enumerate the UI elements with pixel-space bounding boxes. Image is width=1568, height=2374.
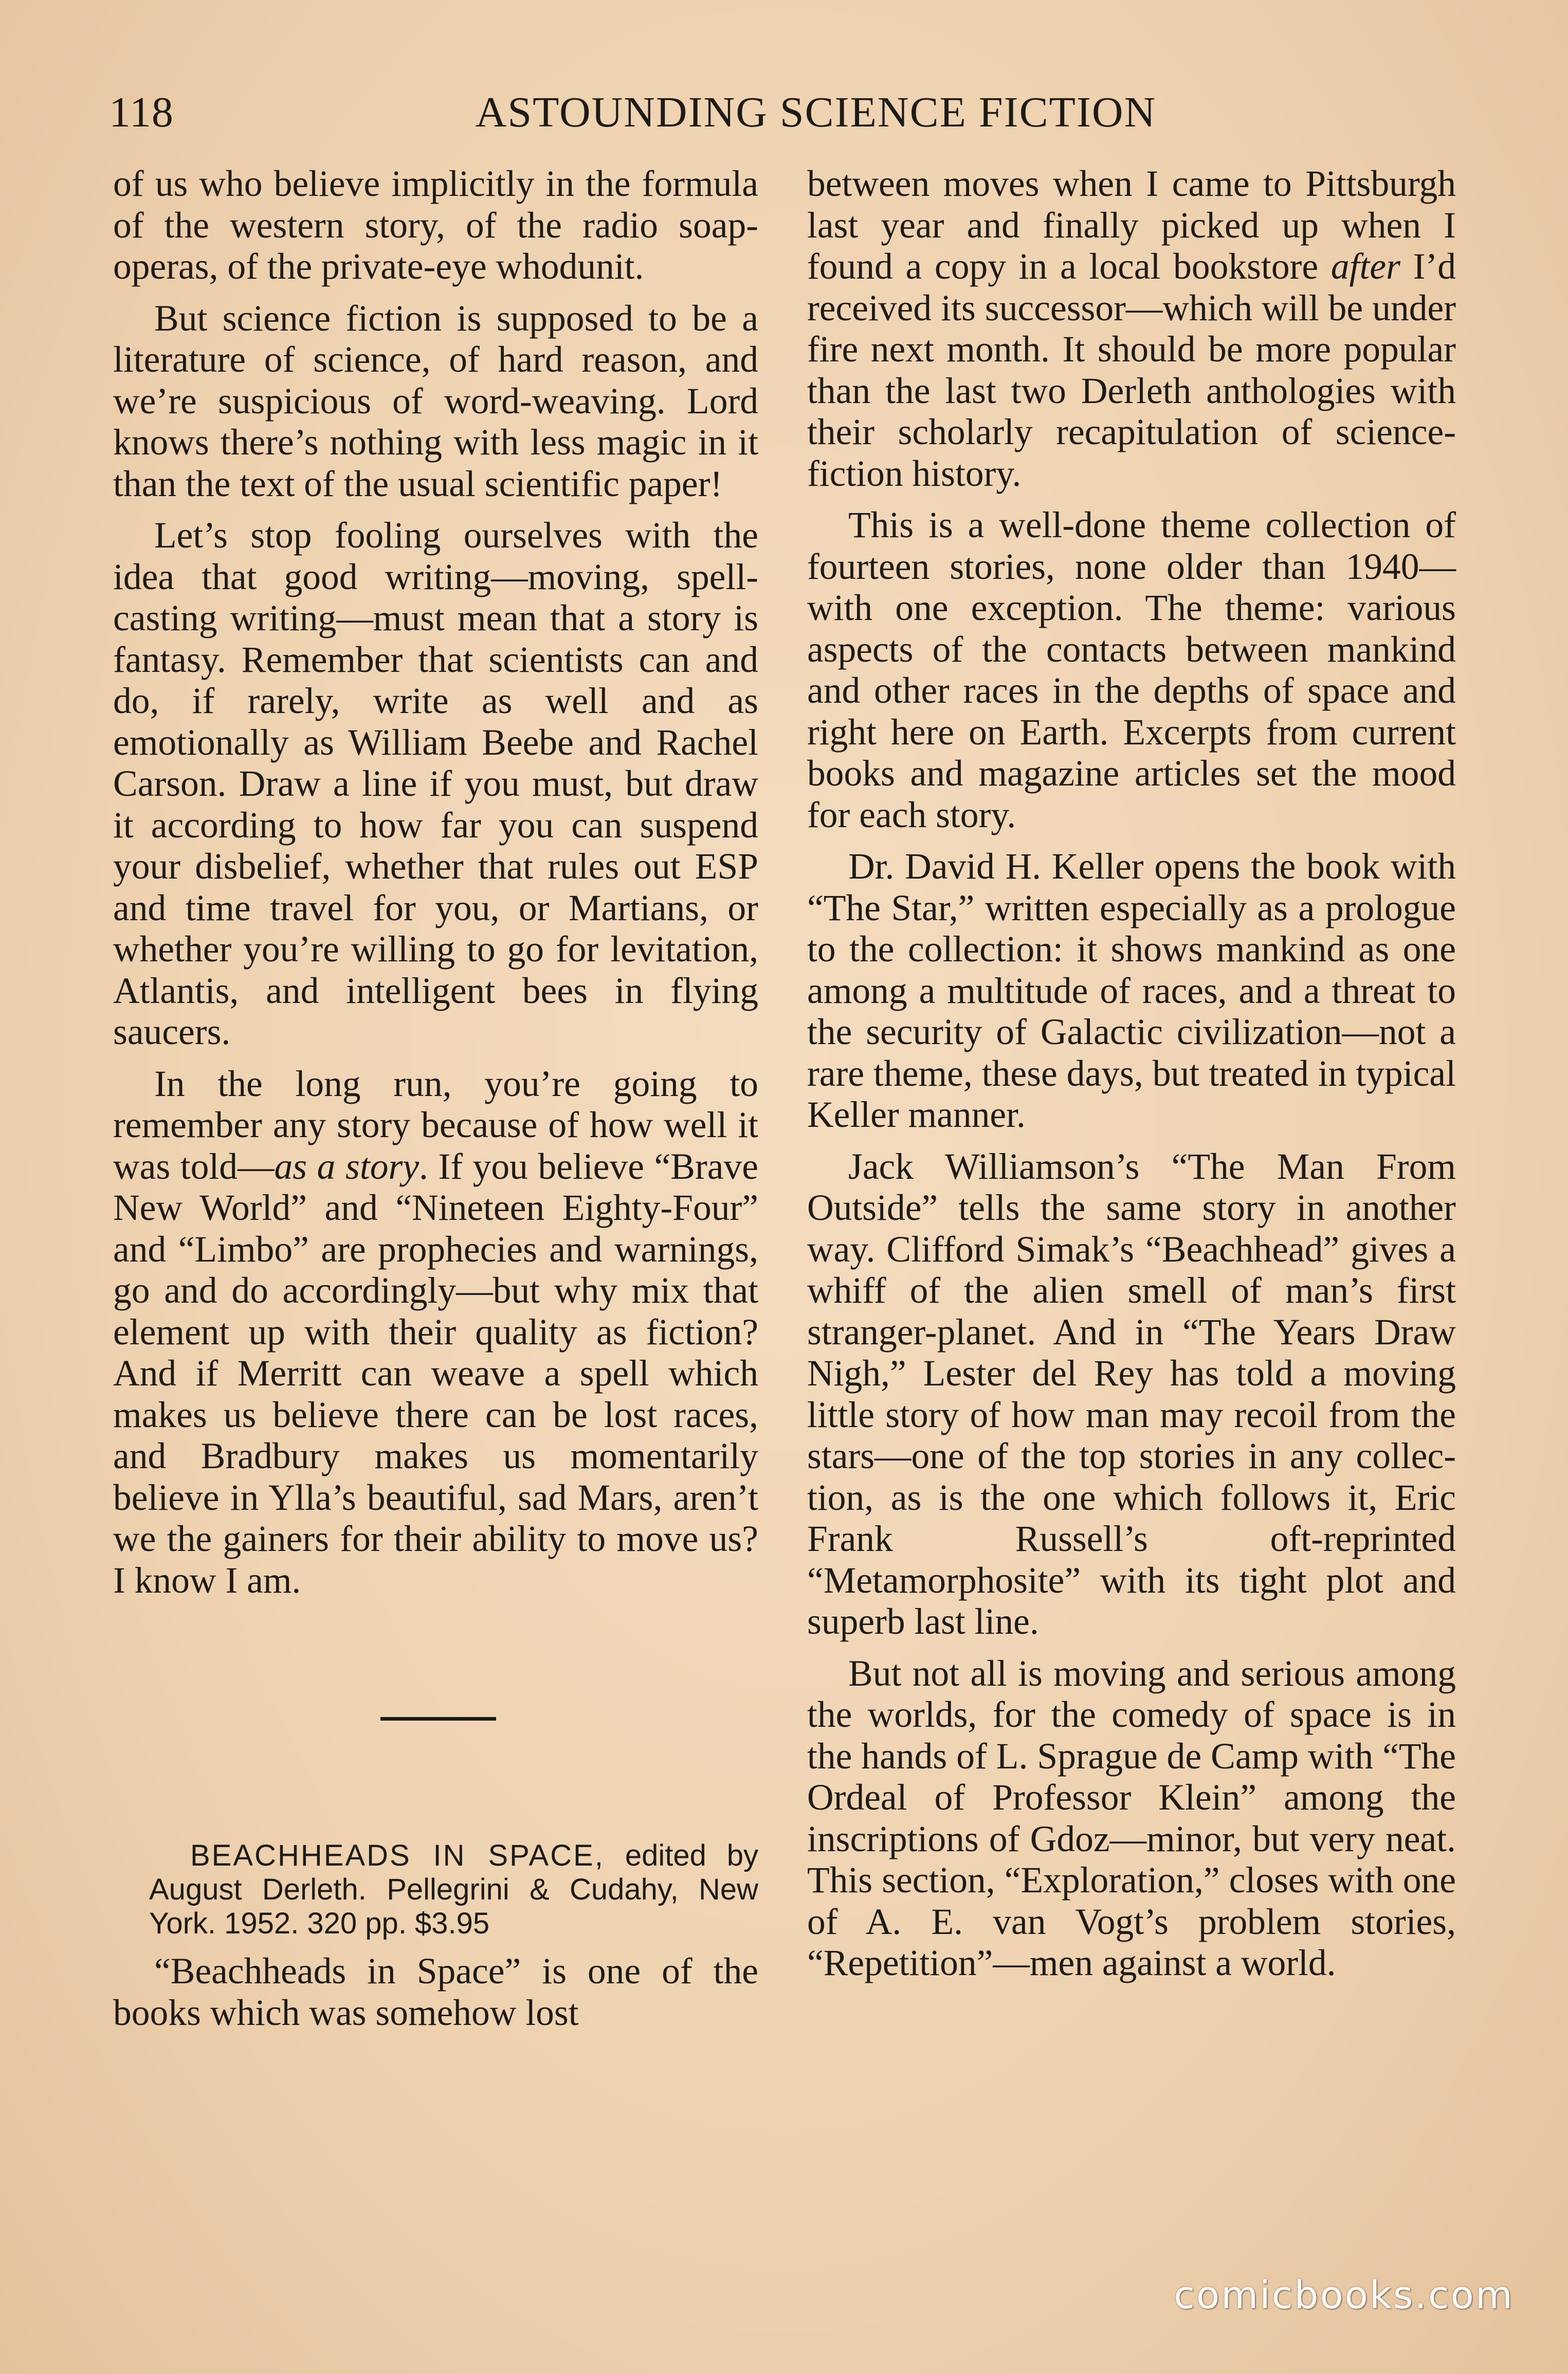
text-run: In the long run, you’re going to remember any story because of how well it was told— — [113, 1063, 758, 1187]
watermark: comicbooks.com — [1174, 2273, 1514, 2317]
paragraph: of us who believe implicitly in the formula of the western story, of the radio soap-operas, of the private-eye whodunit. — [113, 163, 758, 287]
book-title: BEACHHEADS IN SPACE, — [190, 1839, 605, 1872]
paragraph: Dr. David H. Keller opens the book with “The Star,” written especially as a prologue to the collection: it shows mankind as one among a multitude of races, and a threat to the security of Galactic civilization—not a rare theme, these days, but treated in typical Keller manner. — [807, 846, 1456, 1135]
paragraph — [113, 1064, 758, 1602]
paragraph: But not all is moving and serious among the worlds, for the comedy of space is in the hands of L. Sprague de Camp with “The Ordeal of Professor Klein” among the inscriptions of Gdoz—minor, but very neat. This section, “Exploration,” closes with one of A. E. van Vogt’s problem stories, “Repetition”—men against a world. — [807, 1653, 1456, 1983]
running-title: ASTOUNDING SCIENCE FICTION — [475, 88, 1157, 136]
paragraph — [807, 163, 1456, 495]
italic-text: after — [1330, 246, 1400, 287]
text-run: I’d received its successor—which will be under fire next month. It should be more popular than the last two Derleth anthologies with their scholarly recapitulation of science-fiction history. — [807, 246, 1456, 494]
section-divider — [380, 1717, 496, 1721]
paragraph: “Beachheads in Space” is one of the books which was somehow lost — [113, 1951, 758, 2033]
left-column — [113, 163, 758, 2044]
book-details: edited by August Derleth. Pellegrini & Cudahy, New York. 1952. 320 pp. $3.95 — [149, 1839, 758, 1940]
paragraph: But science fiction is supposed to be a literature of science, of hard reason, and we’re suspicious of word-weaving. Lord knows there’s nothing with less magic in it than the text of the usual scientific paper! — [113, 298, 758, 504]
book-review-heading — [113, 1839, 758, 1941]
right-column — [807, 163, 1456, 1995]
page-number: 118 — [109, 88, 174, 136]
paragraph: Let’s stop fooling ourselves with the idea that good writing—moving, spell-casting writing—must mean that a story is fantasy. Remember that scientists can and do, if rarely, write as well and as emotionally as William Beebe and Rachel Carson. Draw a line if you must, but draw it according to how far you can suspend your disbelief, whether that rules out ESP and time travel for you, or Martians, or whether you’re willing to go for levitation, Atlantis, and intelligent bees in flying saucers. — [113, 515, 758, 1052]
page-header — [109, 87, 1456, 144]
text-run: . If you believe “Brave New World” and “Nineteen Eighty-Four” and “Limbo” are prophecies and warnings, go and do accordingly—but why mix that element up with their quality as fiction? And if Merritt can weave a spell which makes us believe there can be lost races, and Bradbury makes us momentarily believe in Ylla’s beautiful, sad Mars, aren’t we the gainers for their ability to move us? I know I am. — [113, 1146, 758, 1601]
paragraph: Jack Williamson’s “The Man From Outside” tells the same story in another way. Clifford Simak’s “Beachhead” gives a whiff of the alien smell of man’s first stranger-planet. And in “The Years Draw Nigh,” Lester del Rey has told a moving little story of how man may recoil from the stars—one of the top stories in any collection, as is the one which follows it, Eric Frank Russell’s oft-reprinted “Metamorphosite” with its tight plot and superb last line. — [807, 1146, 1456, 1642]
text-run: between moves when I came to Pittsburgh last year and finally picked up when I found a copy in a local bookstore — [807, 163, 1456, 287]
paragraph: This is a well-done theme collection of fourteen stories, none older than 1940—with one exception. The theme: various aspects of the contacts between mankind and other races in the depths of space and right here on Earth. Excerpts from current books and magazine articles set the mood for each story. — [807, 505, 1456, 835]
italic-text: as a story — [274, 1146, 420, 1187]
